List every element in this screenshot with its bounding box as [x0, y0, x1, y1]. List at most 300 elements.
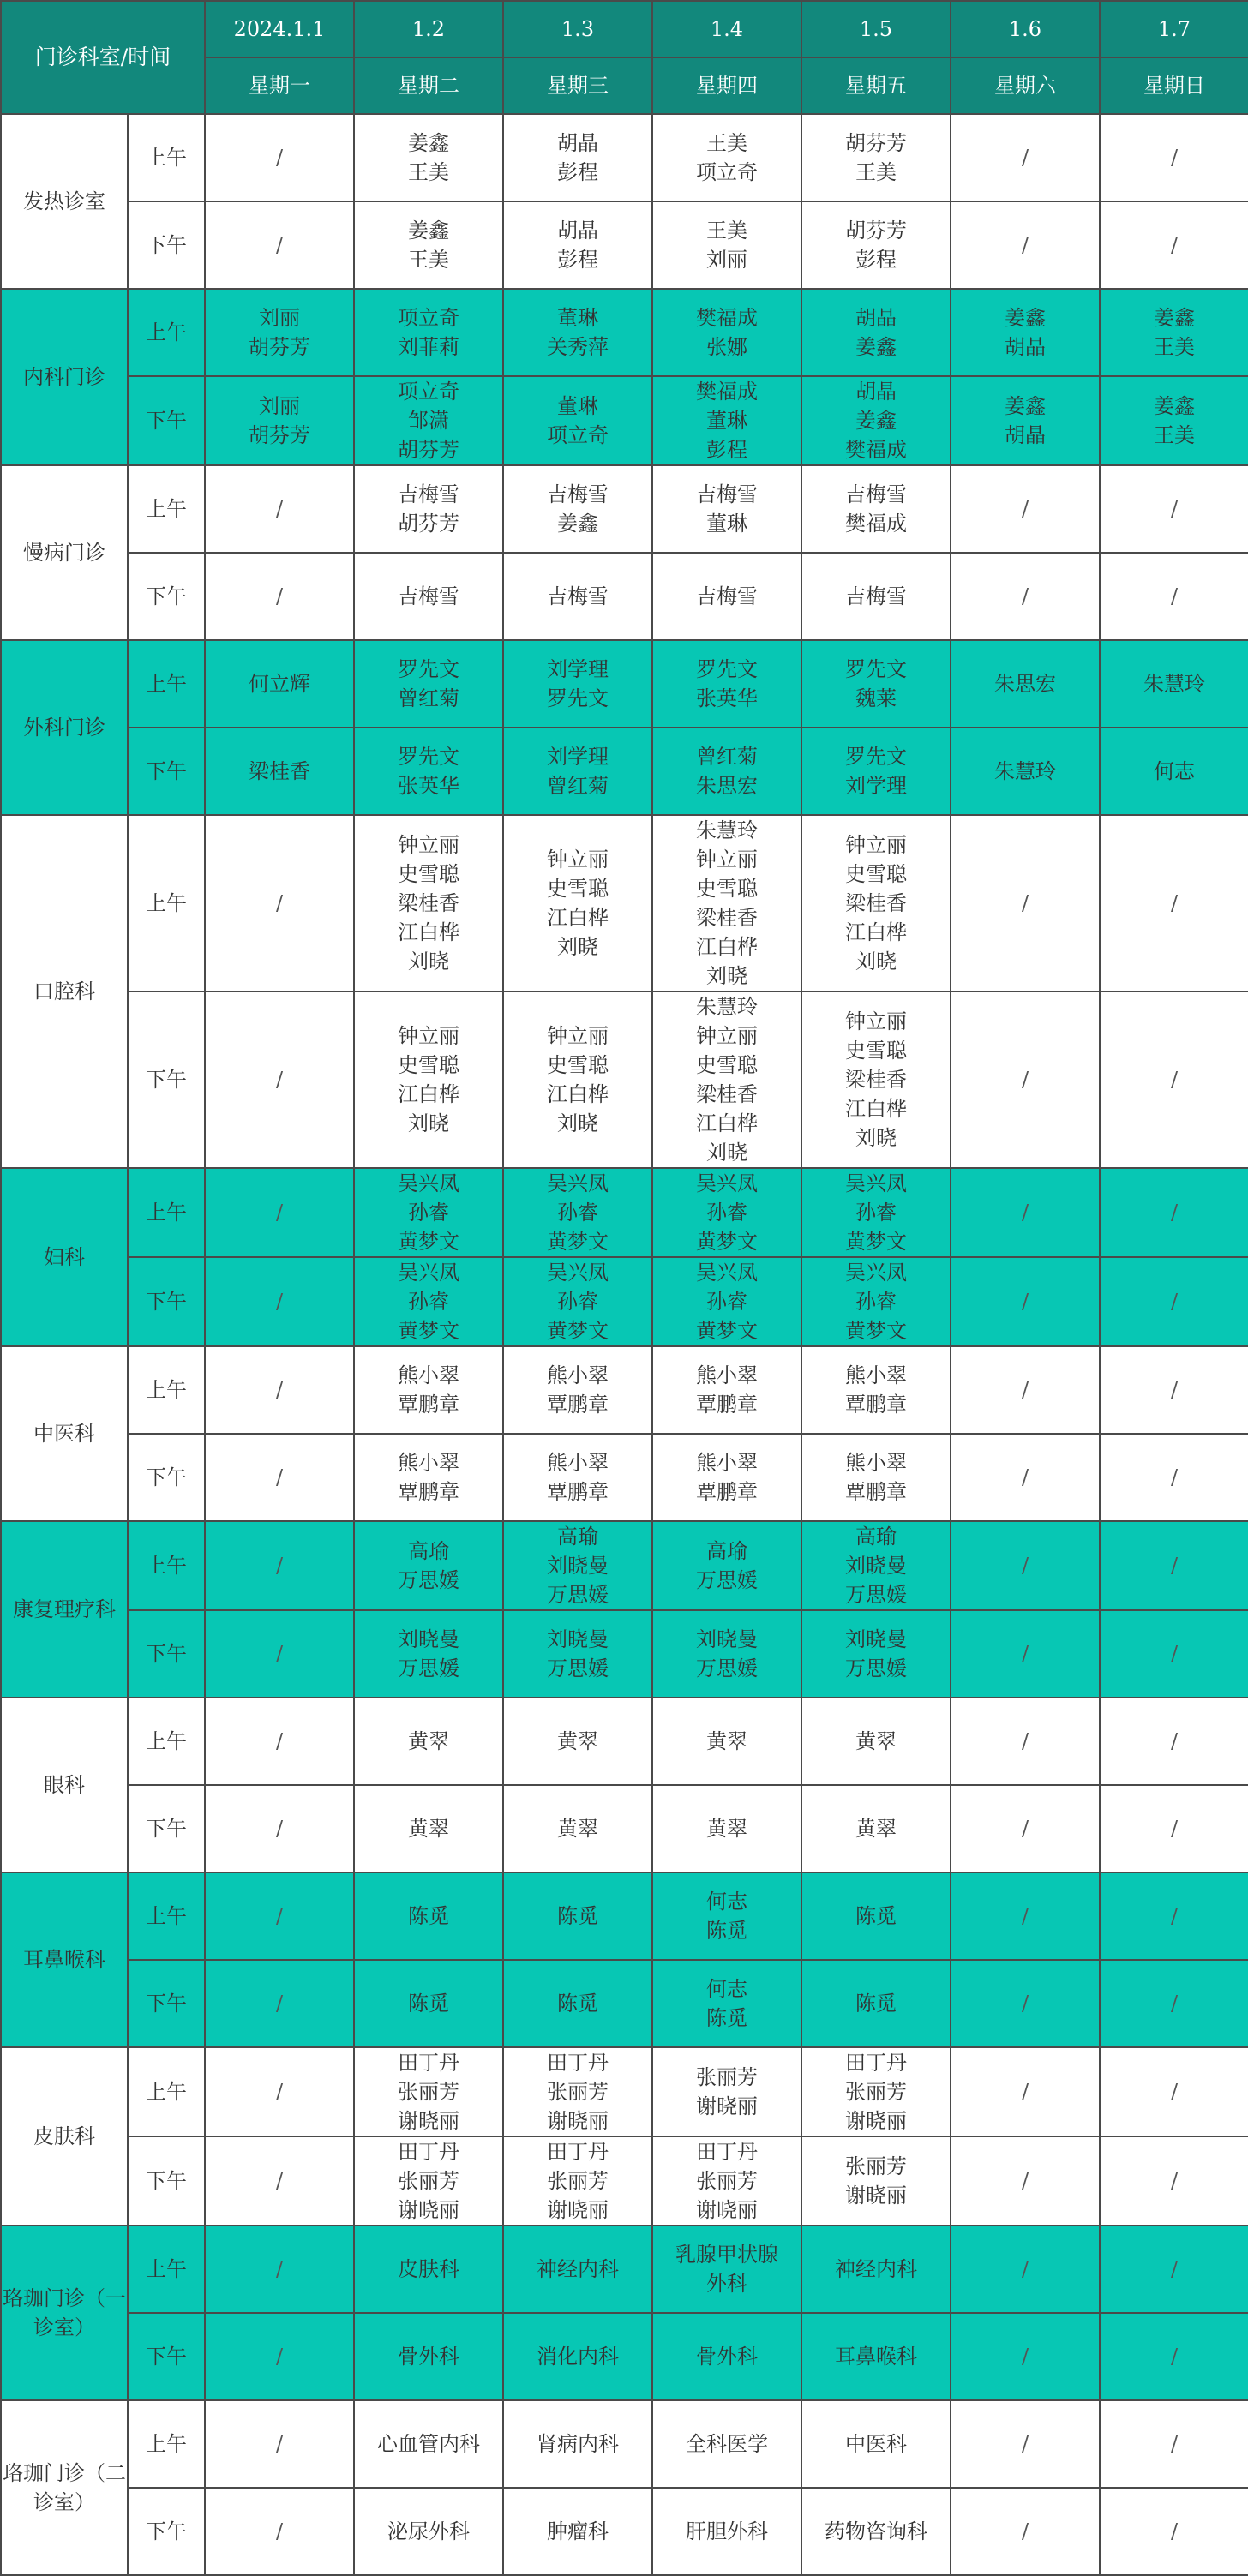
- doctor-name: 何志: [1154, 759, 1195, 783]
- schedule-cell: [652, 114, 801, 201]
- no-duty-mark: /: [1170, 1201, 1179, 1225]
- schedule-cell: [801, 991, 951, 1168]
- schedule-cell: [1100, 1785, 1248, 1872]
- doctor-name: 刘晓曼: [845, 1554, 907, 1578]
- doctor-name: 刘晓: [557, 1111, 598, 1135]
- date-cell: 1.7: [1100, 1, 1248, 57]
- schedule-cell: [801, 728, 951, 815]
- schedule-cell: [503, 2047, 652, 2136]
- doctor-name: 万思媛: [547, 1656, 609, 1680]
- schedule-cell: [354, 728, 503, 815]
- schedule-row: [1, 2226, 1248, 2313]
- doctor-name: 姜鑫: [1154, 306, 1195, 330]
- schedule-cell: [951, 991, 1100, 1168]
- doctor-name: 江白桦: [547, 906, 609, 930]
- weekday-cell: 星期五: [801, 57, 951, 114]
- no-duty-mark: /: [275, 1465, 284, 1489]
- schedule-cell: [503, 553, 652, 640]
- schedule-cell: [503, 1168, 652, 1257]
- schedule-cell: [801, 465, 951, 553]
- schedule-cell: [801, 1257, 951, 1346]
- no-duty-mark: /: [1021, 233, 1029, 257]
- doctor-name: 张丽芳: [547, 2169, 609, 2193]
- doctor-name: 项立奇: [398, 380, 459, 404]
- doctor-name: 刘晓: [408, 950, 449, 973]
- doctor-name: 黄梦文: [398, 1230, 459, 1254]
- schedule-cell: [801, 289, 951, 376]
- doctor-name: 胡晶: [557, 219, 598, 243]
- schedule-cell: [801, 2136, 951, 2226]
- schedule-cell: [652, 1960, 801, 2047]
- doctor-name: 孙睿: [557, 1290, 598, 1314]
- doctor-name: 吴兴凤: [398, 1171, 459, 1195]
- schedule-cell: [652, 289, 801, 376]
- schedule-cell: [1100, 114, 1248, 201]
- schedule-cell: [801, 815, 951, 991]
- schedule-cell: [951, 1610, 1100, 1698]
- department-name: 口腔科: [1, 815, 128, 1168]
- doctor-name: 罗先文: [547, 686, 609, 710]
- doctor-name: 肿瘤科: [547, 2519, 609, 2543]
- no-duty-mark: /: [1021, 1201, 1029, 1225]
- schedule-row: [1, 1346, 1248, 1434]
- doctor-name: 姜鑫: [1005, 394, 1046, 418]
- schedule-cell: [1100, 1610, 1248, 1698]
- schedule-cell: [354, 991, 503, 1168]
- doctor-name: 孙睿: [408, 1290, 449, 1314]
- doctor-name: 刘丽: [706, 248, 747, 272]
- no-duty-mark: /: [1021, 1068, 1029, 1092]
- doctor-name: 田丁丹: [398, 2051, 459, 2075]
- no-duty-mark: /: [1021, 1290, 1029, 1314]
- no-duty-mark: /: [275, 2432, 284, 2456]
- doctor-name: 梁桂香: [845, 1068, 907, 1092]
- doctor-name: 史雪聪: [547, 877, 609, 901]
- doctor-name: 朱思宏: [696, 774, 758, 798]
- no-duty-mark: /: [1021, 1817, 1029, 1841]
- schedule-cell: [503, 201, 652, 289]
- schedule-cell: [205, 815, 354, 991]
- schedule-cell: [951, 728, 1100, 815]
- schedule-cell: [1100, 728, 1248, 815]
- no-duty-mark: /: [275, 233, 284, 257]
- schedule-cell: [354, 2047, 503, 2136]
- schedule-cell: [801, 1960, 951, 2047]
- schedule-row: [1, 1785, 1248, 1872]
- no-duty-mark: /: [275, 146, 284, 170]
- schedule-cell: [951, 2226, 1100, 2313]
- doctor-name: 吉梅雪: [696, 482, 758, 506]
- period-label: 下午: [128, 2136, 205, 2226]
- doctor-name: 黄梦文: [845, 1319, 907, 1343]
- schedule-cell: [652, 465, 801, 553]
- schedule-cell: [205, 1698, 354, 1785]
- date-cell: 1.2: [354, 1, 503, 57]
- schedule-cell: [503, 728, 652, 815]
- schedule-cell: [652, 376, 801, 465]
- doctor-name: 黄翠: [706, 1729, 747, 1753]
- doctor-name: 神经内科: [537, 2257, 619, 2281]
- schedule-cell: [503, 376, 652, 465]
- doctor-name: 刘菲莉: [398, 335, 459, 359]
- schedule-cell: [1100, 1872, 1248, 1960]
- doctor-name: 张娜: [706, 335, 747, 359]
- schedule-cell: [354, 1960, 503, 2047]
- schedule-cell: [205, 2313, 354, 2400]
- doctor-name: 黄梦文: [696, 1319, 758, 1343]
- doctor-name: 罗先文: [398, 657, 459, 681]
- doctor-name: 钟立丽: [398, 833, 459, 857]
- doctor-name: 高瑜: [408, 1539, 449, 1563]
- department-name: 慢病门诊: [1, 465, 128, 640]
- schedule-cell: [205, 2136, 354, 2226]
- doctor-name: 张丽芳: [696, 2065, 758, 2089]
- doctor-name: 肾病内科: [537, 2432, 619, 2456]
- schedule-cell: [1100, 2226, 1248, 2313]
- no-duty-mark: /: [1170, 2257, 1179, 2281]
- doctor-name: 孙睿: [408, 1201, 449, 1225]
- doctor-name: 胡芬芳: [845, 131, 907, 155]
- schedule-cell: [354, 1698, 503, 1785]
- period-label: 下午: [128, 1960, 205, 2047]
- schedule-cell: [652, 815, 801, 991]
- schedule-cell: [1100, 289, 1248, 376]
- schedule-row: [1, 815, 1248, 991]
- schedule-cell: [354, 1168, 503, 1257]
- schedule-cell: [503, 1610, 652, 1698]
- schedule-row: [1, 553, 1248, 640]
- doctor-name: 姜鑫: [408, 219, 449, 243]
- doctor-name: 刘学理: [547, 745, 609, 769]
- schedule-cell: [205, 1872, 354, 1960]
- doctor-name: 黄翠: [855, 1817, 897, 1841]
- no-duty-mark: /: [275, 2519, 284, 2543]
- doctor-name: 邹潇: [408, 409, 449, 433]
- doctor-name: 孙睿: [706, 1290, 747, 1314]
- schedule-row: [1, 640, 1248, 728]
- doctor-name: 黄翠: [408, 1729, 449, 1753]
- schedule-row: [1, 201, 1248, 289]
- doctor-name: 覃鹏章: [845, 1393, 907, 1417]
- schedule-cell: [354, 1434, 503, 1521]
- schedule-cell: [354, 1257, 503, 1346]
- doctor-name: 钟立丽: [547, 848, 609, 872]
- no-duty-mark: /: [275, 1378, 284, 1402]
- period-label: 下午: [128, 991, 205, 1168]
- doctor-name: 董琳: [706, 409, 747, 433]
- doctor-name: 刘丽: [259, 394, 300, 418]
- schedule-cell: [951, 1168, 1100, 1257]
- schedule-cell: [951, 640, 1100, 728]
- schedule-cell: [801, 114, 951, 201]
- weekday-cell: 星期二: [354, 57, 503, 114]
- schedule-cell: [951, 815, 1100, 991]
- schedule-cell: [205, 640, 354, 728]
- doctor-name: 刘晓曼: [547, 1627, 609, 1651]
- schedule-row: [1, 728, 1248, 815]
- doctor-name: 何志: [706, 1890, 747, 1914]
- no-duty-mark: /: [1021, 1642, 1029, 1666]
- schedule-cell: [652, 640, 801, 728]
- no-duty-mark: /: [1170, 2345, 1179, 2369]
- doctor-name: 陈觅: [855, 1904, 897, 1928]
- doctor-name: 胡芬芳: [249, 335, 310, 359]
- doctor-name: 熊小翠: [398, 1363, 459, 1387]
- doctor-name: 乳腺甲状腺: [675, 2243, 778, 2267]
- doctor-name: 陈觅: [408, 1992, 449, 2016]
- doctor-name: 曾红菊: [398, 686, 459, 710]
- doctor-name: 谢晓丽: [547, 2198, 609, 2222]
- doctor-name: 刘晓曼: [696, 1627, 758, 1651]
- doctor-name: 谢晓丽: [845, 2109, 907, 2133]
- period-label: 下午: [128, 1610, 205, 1698]
- doctor-name: 吉梅雪: [398, 482, 459, 506]
- schedule-cell: [652, 201, 801, 289]
- schedule-cell: [205, 376, 354, 465]
- schedule-cell: [951, 1434, 1100, 1521]
- doctor-name: 肝胆外科: [686, 2519, 768, 2543]
- schedule-cell: [205, 1434, 354, 1521]
- doctor-name: 彭程: [557, 160, 598, 184]
- schedule-cell: [354, 376, 503, 465]
- doctor-name: 刘学理: [845, 774, 907, 798]
- doctor-name: 吉梅雪: [547, 584, 609, 608]
- doctor-name: 覃鹏章: [696, 1480, 758, 1504]
- doctor-name: 刘晓曼: [547, 1554, 609, 1578]
- doctor-name: 罗先文: [696, 657, 758, 681]
- doctor-name: 关秀萍: [547, 335, 609, 359]
- schedule-cell: [801, 1434, 951, 1521]
- schedule-cell: [951, 376, 1100, 465]
- schedule-row: [1, 1960, 1248, 2047]
- doctor-name: 张英华: [696, 686, 758, 710]
- no-duty-mark: /: [1021, 1554, 1029, 1578]
- doctor-name: 田丁丹: [696, 2140, 758, 2164]
- weekday-cell: 星期日: [1100, 57, 1248, 114]
- period-label: 上午: [128, 1168, 205, 1257]
- doctor-name: 吉梅雪: [845, 482, 907, 506]
- doctor-name: 王美: [1154, 335, 1195, 359]
- no-duty-mark: /: [1021, 1904, 1029, 1928]
- no-duty-mark: /: [1170, 2080, 1179, 2104]
- doctor-name: 黄梦文: [398, 1319, 459, 1343]
- schedule-cell: [354, 2313, 503, 2400]
- doctor-name: 钟立丽: [547, 1024, 609, 1048]
- doctor-name: 何志: [706, 1977, 747, 2001]
- doctor-name: 樊福成: [696, 306, 758, 330]
- doctor-name: 张丽芳: [398, 2169, 459, 2193]
- doctor-name: 刘晓曼: [398, 1627, 459, 1651]
- doctor-name: 万思媛: [696, 1568, 758, 1592]
- no-duty-mark: /: [1021, 2345, 1029, 2369]
- schedule-cell: [1100, 1434, 1248, 1521]
- no-duty-mark: /: [1021, 891, 1029, 915]
- department-name: 眼科: [1, 1698, 128, 1872]
- schedule-cell: [951, 1872, 1100, 1960]
- no-duty-mark: /: [1170, 146, 1179, 170]
- doctor-name: 姜鑫: [855, 409, 897, 433]
- schedule-cell: [652, 1872, 801, 1960]
- doctor-name: 覃鹏章: [398, 1480, 459, 1504]
- schedule-cell: [503, 465, 652, 553]
- schedule-cell: [951, 1960, 1100, 2047]
- period-label: 上午: [128, 2226, 205, 2313]
- no-duty-mark: /: [1170, 497, 1179, 521]
- doctor-name: 泌尿外科: [387, 2519, 470, 2543]
- schedule-row: [1, 1698, 1248, 1785]
- schedule-row: [1, 1872, 1248, 1960]
- schedule-cell: [503, 114, 652, 201]
- doctor-name: 万思媛: [398, 1656, 459, 1680]
- doctor-name: 吉梅雪: [547, 482, 609, 506]
- schedule-cell: [354, 201, 503, 289]
- doctor-name: 董琳: [557, 394, 598, 418]
- schedule-cell: [354, 289, 503, 376]
- schedule-cell: [801, 2226, 951, 2313]
- schedule-row: [1, 1434, 1248, 1521]
- schedule-cell: [1100, 376, 1248, 465]
- doctor-name: 王美: [706, 131, 747, 155]
- doctor-name: 熊小翠: [696, 1363, 758, 1387]
- no-duty-mark: /: [1170, 1465, 1179, 1489]
- schedule-cell: [205, 1346, 354, 1434]
- doctor-name: 姜鑫: [557, 512, 598, 536]
- doctor-name: 吉梅雪: [398, 584, 459, 608]
- doctor-name: 高瑜: [855, 1525, 897, 1549]
- doctor-name: 钟立丽: [398, 1024, 459, 1048]
- schedule-cell: [652, 2400, 801, 2488]
- schedule-cell: [801, 2313, 951, 2400]
- doctor-name: 谢晓丽: [398, 2198, 459, 2222]
- no-duty-mark: /: [1170, 1554, 1179, 1578]
- doctor-name: 熊小翠: [845, 1451, 907, 1475]
- schedule-cell: [205, 1785, 354, 1872]
- doctor-name: 张英华: [398, 774, 459, 798]
- no-duty-mark: /: [275, 584, 284, 608]
- doctor-name: 黄翠: [557, 1817, 598, 1841]
- schedule-row: [1, 289, 1248, 376]
- doctor-name: 张丽芳: [398, 2080, 459, 2104]
- doctor-name: 姜鑫: [408, 131, 449, 155]
- no-duty-mark: /: [275, 497, 284, 521]
- schedule-cell: [205, 1168, 354, 1257]
- doctor-name: 姜鑫: [1154, 394, 1195, 418]
- doctor-name: 刘晓: [855, 1126, 897, 1150]
- doctor-name: 孙睿: [557, 1201, 598, 1225]
- schedule-cell: [205, 2400, 354, 2488]
- doctor-name: 钟立丽: [696, 848, 758, 872]
- schedule-cell: [652, 1785, 801, 1872]
- department-name: 外科门诊: [1, 640, 128, 815]
- doctor-name: 吴兴凤: [398, 1261, 459, 1285]
- department-name: 中医科: [1, 1346, 128, 1521]
- doctor-name: 王美: [408, 248, 449, 272]
- no-duty-mark: /: [1170, 1068, 1179, 1092]
- doctor-name: 刘晓: [557, 935, 598, 959]
- schedule-cell: [801, 2047, 951, 2136]
- doctor-name: 谢晓丽: [696, 2198, 758, 2222]
- schedule-cell: [652, 2226, 801, 2313]
- doctor-name: 心血管内科: [377, 2432, 480, 2456]
- doctor-name: 黄梦文: [547, 1230, 609, 1254]
- schedule-cell: [503, 2136, 652, 2226]
- doctor-name: 田丁丹: [398, 2140, 459, 2164]
- doctor-name: 高瑜: [706, 1539, 747, 1563]
- doctor-name: 梁桂香: [398, 891, 459, 915]
- no-duty-mark: /: [275, 1729, 284, 1753]
- doctor-name: 外科: [706, 2272, 747, 2296]
- doctor-name: 覃鹏章: [547, 1393, 609, 1417]
- doctor-name: 陈觅: [706, 2006, 747, 2030]
- date-cell: 1.6: [951, 1, 1100, 57]
- period-label: 上午: [128, 2047, 205, 2136]
- no-duty-mark: /: [1021, 497, 1029, 521]
- schedule-cell: [652, 1168, 801, 1257]
- no-duty-mark: /: [1021, 2169, 1029, 2193]
- schedule-cell: [801, 1521, 951, 1610]
- schedule-cell: [652, 2047, 801, 2136]
- schedule-cell: [503, 1872, 652, 1960]
- department-name: 皮肤科: [1, 2047, 128, 2226]
- doctor-name: 谢晓丽: [696, 2094, 758, 2118]
- department-name: 珞珈门诊（二诊室）: [1, 2400, 128, 2575]
- doctor-name: 王美: [706, 219, 747, 243]
- schedule-row: [1, 1610, 1248, 1698]
- weekday-cell: 星期六: [951, 57, 1100, 114]
- period-label: 下午: [128, 1257, 205, 1346]
- period-label: 下午: [128, 553, 205, 640]
- schedule-cell: [951, 1785, 1100, 1872]
- no-duty-mark: /: [1170, 1378, 1179, 1402]
- doctor-name: 熊小翠: [547, 1363, 609, 1387]
- no-duty-mark: /: [1170, 2169, 1179, 2193]
- schedule-cell: [951, 2136, 1100, 2226]
- schedule-cell: [1100, 2047, 1248, 2136]
- doctor-name: 孙睿: [855, 1290, 897, 1314]
- doctor-name: 朱慧玲: [994, 759, 1056, 783]
- period-label: 上午: [128, 114, 205, 201]
- doctor-name: 刘晓: [706, 964, 747, 988]
- doctor-name: 史雪聪: [696, 1053, 758, 1077]
- schedule-cell: [205, 2226, 354, 2313]
- schedule-cell: [354, 553, 503, 640]
- doctor-name: 彭程: [557, 248, 598, 272]
- schedule-cell: [951, 114, 1100, 201]
- doctor-name: 黄梦文: [547, 1319, 609, 1343]
- doctor-name: 项立奇: [398, 306, 459, 330]
- schedule-cell: [354, 2136, 503, 2226]
- schedule-cell: [951, 2313, 1100, 2400]
- doctor-name: 张丽芳: [547, 2080, 609, 2104]
- schedule-row: [1, 1521, 1248, 1610]
- schedule-cell: [1100, 1346, 1248, 1434]
- doctor-name: 钟立丽: [845, 833, 907, 857]
- no-duty-mark: /: [1021, 1465, 1029, 1489]
- doctor-name: 吴兴凤: [696, 1261, 758, 1285]
- schedule-row: [1, 114, 1248, 201]
- period-label: 下午: [128, 728, 205, 815]
- no-duty-mark: /: [275, 2345, 284, 2369]
- schedule-cell: [354, 815, 503, 991]
- doctor-name: 江白桦: [845, 1097, 907, 1121]
- doctor-name: 药物咨询科: [825, 2519, 927, 2543]
- schedule-cell: [652, 728, 801, 815]
- department-name: 珞珈门诊（一诊室）: [1, 2226, 128, 2400]
- schedule-row: [1, 991, 1248, 1168]
- schedule-cell: [652, 1257, 801, 1346]
- schedule-cell: [652, 1346, 801, 1434]
- doctor-name: 覃鹏章: [398, 1393, 459, 1417]
